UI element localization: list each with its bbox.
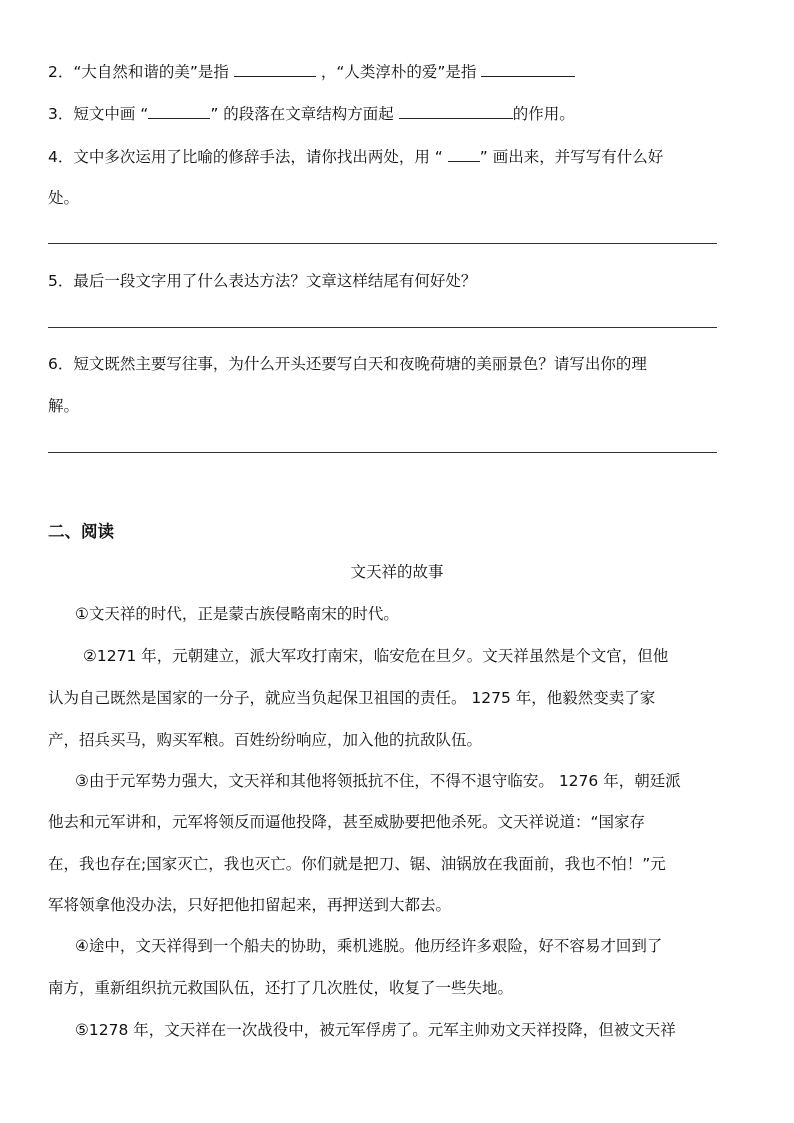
paragraph-2-line: 认为自己既然是国家的一分子，就应当负起保卫祖国的责任。 1275 年，他毅然变卖了家 [48, 689, 656, 707]
paragraph-2-line: ②1271 年，元朝建立，派大军攻打南宋，临安危在旦夕。文天祥虽然是个文官，但他 [83, 647, 669, 665]
question-number: 6． [48, 355, 74, 373]
question-4-line-2: 处。 [48, 189, 80, 207]
answer-blank[interactable] [399, 117, 513, 119]
paragraph-5-line: ⑤1278 年，文天祥在一次战役中，被元军俘虏了。元军主帅劝文天祥投降，但被文天祥 [75, 1021, 676, 1039]
question-5 [48, 269, 476, 291]
question-text: 的作用。 [512, 105, 575, 123]
story-title: 文天祥的故事 [350, 563, 444, 581]
question-text: 短文中画 “ [73, 105, 149, 123]
question-text: ” 画出来，并写写有什么好 [479, 148, 664, 166]
question-6-line-2: 解。 [48, 397, 80, 415]
question-text: ” 的段落在文章结构方面起 [210, 105, 394, 123]
question-text: 短文既然主要写往事，为什么开头还要写白天和夜晚荷塘的美丽景色？请写出你的理 [73, 355, 647, 373]
underline-sample [148, 117, 210, 119]
question-number: 5． [48, 272, 74, 290]
question-3 [48, 102, 575, 124]
paragraph-2-line: 产，招兵买马，购买军粮。百姓纷纷响应，加入他的抗敌队伍。 [48, 731, 483, 749]
question-text: “大自然和谐的美”是指 [73, 63, 229, 81]
paragraph-3-line: 军将领拿他没办法，只好把他扣留起来，再押送到大都去。 [48, 896, 452, 914]
paragraph-4-line: 南方，重新组织抗元救国队伍，还打了几次胜仗，收复了一些失地。 [48, 979, 514, 997]
question-text: 文中多次运用了比喻的修辞手法，请你找出两处，用 “ [73, 148, 443, 166]
question-text: 最后一段文字用了什么表达方法？文章这样结尾有何好处？ [73, 272, 477, 290]
question-4-line-1 [48, 145, 663, 167]
question-2 [48, 60, 575, 82]
question-number: 3． [48, 105, 74, 123]
question-number: 4． [48, 148, 74, 166]
paragraph-3-line: 他去和元军讲和，元军将领反而逼他投降，甚至威胁要把他杀死。文天祥说道：“国家存 [48, 813, 646, 831]
answer-line[interactable] [48, 452, 717, 453]
answer-line[interactable] [48, 243, 717, 244]
paragraph-3-line: ③由于元军势力强大，文天祥和其他将领抵抗不住，不得不退守临安。 1276 年，朝廷派 [75, 772, 681, 790]
answer-line[interactable] [48, 327, 717, 328]
question-6-line-1 [48, 352, 647, 374]
answer-blank[interactable] [234, 75, 316, 77]
question-number: 2． [48, 63, 74, 81]
paragraph-1: ①文天祥的时代，正是蒙古族侵略南宋的时代。 [75, 605, 399, 623]
question-text: ，“人类淳朴的爱”是指 [320, 63, 477, 81]
underline-sample [448, 160, 480, 162]
answer-blank[interactable] [481, 75, 575, 77]
section-heading: 二、阅读 [48, 522, 114, 541]
paragraph-4-line: ④途中，文天祥得到一个船夫的协助，乘机逃脱。他历经许多艰险，好不容易才回到了 [75, 937, 663, 955]
paragraph-3-line: 在，我也存在;国家灭亡，我也灭亡。你们就是把刀、锯、油锅放在我面前，我也不怕！”元 [48, 855, 666, 873]
